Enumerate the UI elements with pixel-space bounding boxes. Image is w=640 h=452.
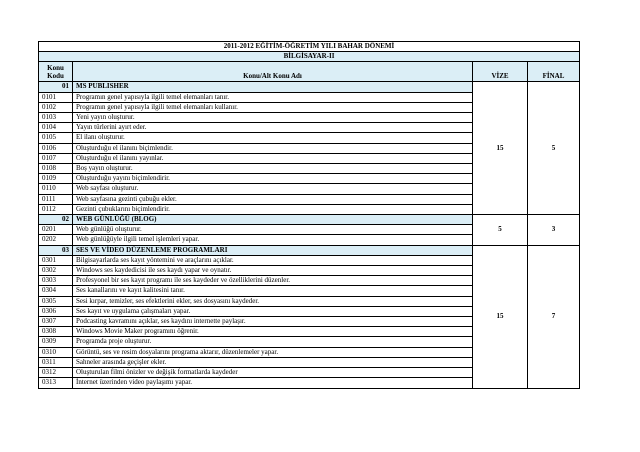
topic-name: Sahneler arasında geçişler ekler.: [73, 357, 473, 367]
term-title: 2011-2012 EĞİTİM-ÖĞRETİM YILI BAHAR DÖNEMİ: [39, 42, 580, 52]
topic-code: 0202: [39, 235, 73, 245]
col-header-code-line1: Konu: [47, 63, 64, 72]
topic-code: 0104: [39, 123, 73, 133]
topic-name: Programda proje oluşturur.: [73, 337, 473, 347]
topic-code: 0105: [39, 133, 73, 143]
topic-code: 0303: [39, 276, 73, 286]
vize-score: 5: [473, 215, 528, 246]
table-body: [39, 42, 580, 389]
topic-code: 0308: [39, 327, 73, 337]
topic-name: Podcasting kavramını açıklar, ses kaydını internette paylaşır.: [73, 317, 473, 327]
col-header-name: Konu/Alt Konu Adı: [73, 62, 473, 82]
vize-score: 15: [473, 245, 528, 388]
topic-code: 0305: [39, 296, 73, 306]
topic-code: 0110: [39, 184, 73, 194]
course-title: BİLGİSAYAR-II: [39, 52, 580, 62]
topic-code: 0309: [39, 337, 73, 347]
topic-name: Ses kayıt ve uygulama çalışmaları yapar.: [73, 306, 473, 316]
topic-code: 0109: [39, 174, 73, 184]
section-code: 03: [39, 245, 73, 255]
topic-name: Yeni yayın oluşturur.: [73, 113, 473, 123]
topic-code: 0107: [39, 153, 73, 163]
topic-name: Oluşturduğu el ilanını yayınlar.: [73, 153, 473, 163]
topic-code: 0301: [39, 255, 73, 265]
topic-name: Web sayfası oluşturur.: [73, 184, 473, 194]
topic-code: 0112: [39, 204, 73, 214]
topic-code: 0106: [39, 143, 73, 153]
section-code: 02: [39, 215, 73, 225]
topic-name: Web sayfasına gezinti çubuğu ekler.: [73, 194, 473, 204]
topic-name: Oluşturulan filmi önizler ve değişik formatlarda kaydeder: [73, 368, 473, 378]
curriculum-table: [38, 41, 580, 389]
topic-code: 0201: [39, 225, 73, 235]
topic-code: 0306: [39, 306, 73, 316]
topic-code: 0311: [39, 357, 73, 367]
topic-name: Programın genel yapısıyla ilgili temel elemanları kullanır.: [73, 102, 473, 112]
section-row: [39, 215, 580, 225]
topic-code: 0304: [39, 286, 73, 296]
topic-name: Sesi kırpar, temizler, ses efektlerini ekler, ses dosyasını kaydeder.: [73, 296, 473, 306]
topic-name: İnternet üzerinden video paylaşımı yapar.: [73, 378, 473, 388]
topic-code: 0102: [39, 102, 73, 112]
topic-name: Oluşturduğu el ilanını biçimlendir.: [73, 143, 473, 153]
topic-name: Gezinti çubuklarını biçimlendirir.: [73, 204, 473, 214]
topic-name: Web günlüğü oluşturur.: [73, 225, 473, 235]
title-row: [39, 42, 580, 52]
topic-name: Bilgisayarlarda ses kayıt yöntemini ve araçlarını açıklar.: [73, 255, 473, 265]
topic-name: El ilanı oluşturur.: [73, 133, 473, 143]
topic-code: 0111: [39, 194, 73, 204]
topic-code: 0307: [39, 317, 73, 327]
topic-name: Profesyonel bir ses kayıt programı ile ses kaydeder ve özelliklerini düzenler.: [73, 276, 473, 286]
topic-code: 0302: [39, 266, 73, 276]
section-name: MS PUBLISHER: [73, 82, 473, 92]
section-row: [39, 82, 580, 92]
section-code: 01: [39, 82, 73, 92]
col-header-code: [39, 62, 73, 82]
topic-code: 0312: [39, 368, 73, 378]
header-row: [39, 62, 580, 82]
topic-code: 0108: [39, 164, 73, 174]
topic-name: Boş yayın oluşturur.: [73, 164, 473, 174]
section-row: [39, 245, 580, 255]
vize-score: 15: [473, 82, 528, 215]
topic-name: Windows Movie Maker programını öğrenir.: [73, 327, 473, 337]
final-score: 7: [528, 245, 580, 388]
topic-name: Programın genel yapısıyla ilgili temel elemanları tanır.: [73, 92, 473, 102]
topic-name: Yayın türlerini ayırt eder.: [73, 123, 473, 133]
topic-name: Oluşturduğu yayını biçimlendirir.: [73, 174, 473, 184]
col-header-code-line2: Kodu: [47, 71, 64, 80]
topic-code: 0101: [39, 92, 73, 102]
section-name: WEB GÜNLÜĞÜ (BLOG): [73, 215, 473, 225]
topic-code: 0103: [39, 113, 73, 123]
section-name: SES VE VİDEO DÜZENLEME PROGRAMLARI: [73, 245, 473, 255]
topic-name: Web günlüğüyle ilgili temel işlemleri yapar.: [73, 235, 473, 245]
topic-name: Görüntü, ses ve resim dosyalarını programa aktarır, düzenlemeler yapar.: [73, 347, 473, 357]
final-score: 3: [528, 215, 580, 246]
final-score: 5: [528, 82, 580, 215]
topic-name: Ses kanallarını ve kayıt kalitesini tanır.: [73, 286, 473, 296]
topic-name: Windows ses kaydedicisi ile ses kaydı yapar ve oynatır.: [73, 266, 473, 276]
col-header-final: FİNAL: [528, 62, 580, 82]
col-header-vize: VİZE: [473, 62, 528, 82]
course-row: [39, 52, 580, 62]
topic-code: 0313: [39, 378, 73, 388]
topic-code: 0310: [39, 347, 73, 357]
